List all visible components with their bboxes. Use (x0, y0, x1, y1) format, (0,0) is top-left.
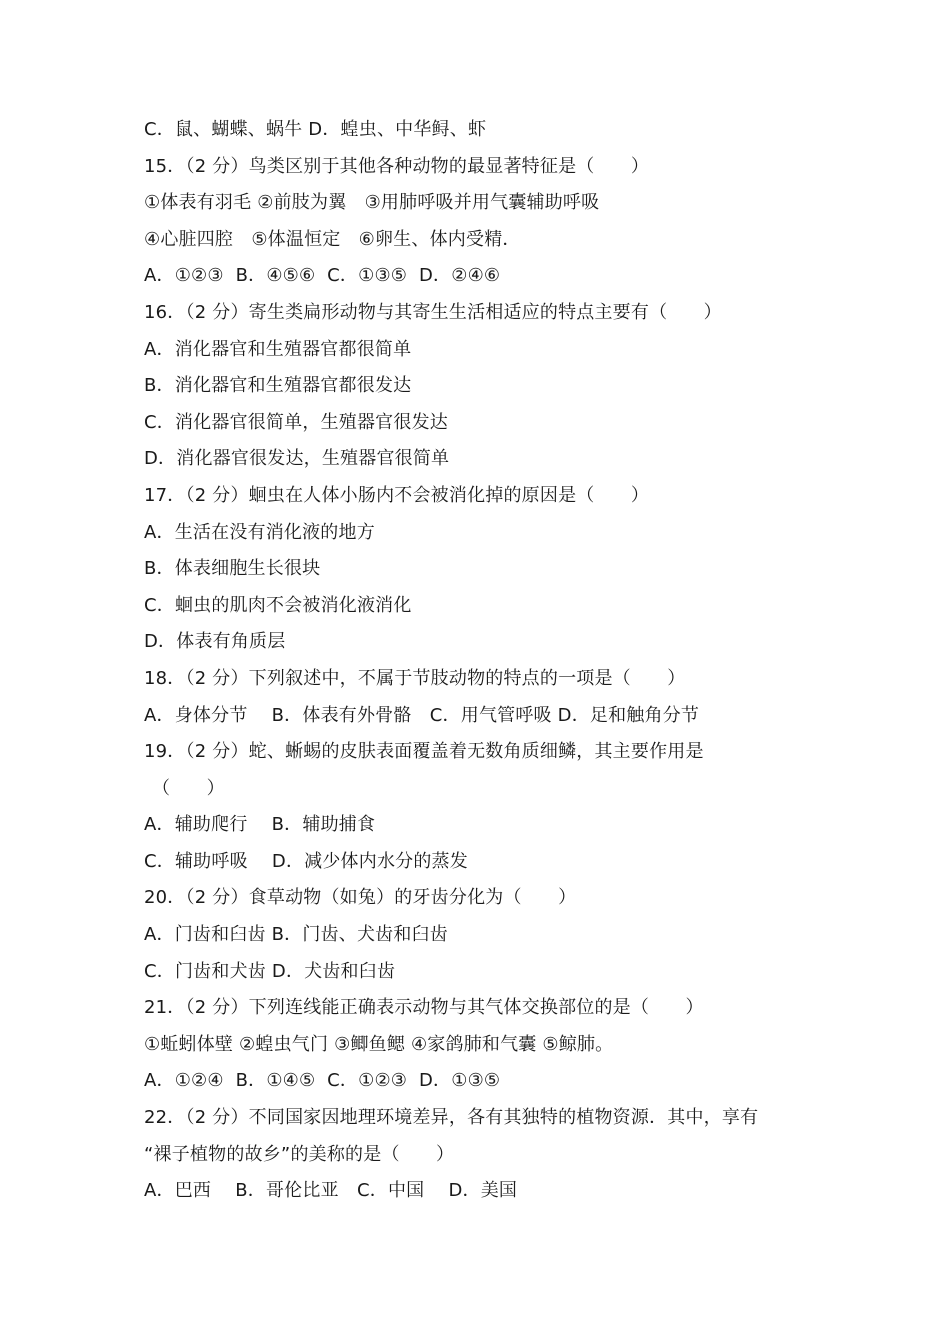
question-16-option-d: D．消化器官很发达，生殖器官很简单 (144, 448, 450, 470)
question-19-options-ab: A．辅助爬行 B．辅助捕食 (144, 814, 376, 836)
question-22-stem: 22．（2 分）不同国家因地理环境差异，各有其独特的植物资源．其中，享有 (144, 1107, 759, 1129)
question-15-statements-2: ④心脏四腔 ⑤体温恒定 ⑥卵生、体内受精． (144, 228, 521, 250)
question-20-stem: 20．（2 分）食草动物（如兔）的牙齿分化为（ ） (144, 887, 577, 909)
question-16-option-b: B．消化器官和生殖器官都很发达 (144, 375, 412, 397)
question-20-options-ab: A．门齿和臼齿 B．门齿、犬齿和臼齿 (144, 924, 448, 946)
question-22-options: A．巴西 B．哥伦比亚 C．中国 D．美国 (144, 1180, 518, 1202)
question-17-option-a: A．生活在没有消化液的地方 (144, 521, 375, 543)
question-19-stem: 19．（2 分）蛇、蜥蜴的皮肤表面覆盖着无数角质细鳞，其主要作用是 (144, 741, 704, 763)
option-line-14-cd: C．鼠、蝴蝶、蜗牛 D．蝗虫、中华鲟、虾 (144, 119, 487, 140)
question-16-option-a: A．消化器官和生殖器官都很简单 (144, 338, 412, 360)
question-list (144, 112, 824, 1210)
question-18-stem: 18．（2 分）下列叙述中，不属于节肢动物的特点的一项是（ ） (144, 667, 686, 689)
question-15-options: A．①②③ B．④⑤⑥ C．①③⑤ D．②④⑥ (144, 265, 501, 287)
question-19-stem-continued: （ ） (152, 777, 225, 799)
question-17-stem: 17．（2 分）蛔虫在人体小肠内不会被消化掉的原因是（ ） (144, 484, 650, 506)
question-15-stem: 15．（2 分）鸟类区别于其他各种动物的最显著特征是（ ） (144, 155, 650, 177)
question-22-stem-continued: “裸子植物的故乡”的美称的是（ ） (144, 1143, 455, 1165)
question-21-statements: ①蚯蚓体壁 ②蝗虫气门 ③鲫鱼鳃 ④家鸽肺和气囊 ⑤鲸肺。 (144, 1033, 614, 1055)
question-17-option-d: D．体表有角质层 (144, 631, 286, 653)
question-21-stem: 21．（2 分）下列连线能正确表示动物与其气体交换部位的是（ ） (144, 997, 704, 1019)
question-16-stem: 16．（2 分）寄生类扁形动物与其寄生生活相适应的特点主要有（ ） (144, 301, 722, 323)
question-18-options: A．身体分节 B．体表有外骨骼 C．用气管呼吸 D．足和触角分节 (144, 704, 700, 726)
question-17-option-c: C．蛔虫的肌肉不会被消化液消化 (144, 594, 412, 616)
question-16-option-c: C．消化器官很简单，生殖器官很发达 (144, 411, 448, 433)
question-19-options-cd: C．辅助呼吸 D．减少体内水分的蒸发 (144, 850, 468, 872)
question-15-statements-1: ①体表有羽毛 ②前肢为翼 ③用肺呼吸并用气囊辅助呼吸 (144, 192, 600, 214)
question-17-option-b: B．体表细胞生长很块 (144, 558, 321, 580)
question-21-options: A．①②④ B．①④⑤ C．①②③ D．①③⑤ (144, 1070, 501, 1092)
question-20-options-cd: C．门齿和犬齿 D．犬齿和臼齿 (144, 960, 396, 982)
